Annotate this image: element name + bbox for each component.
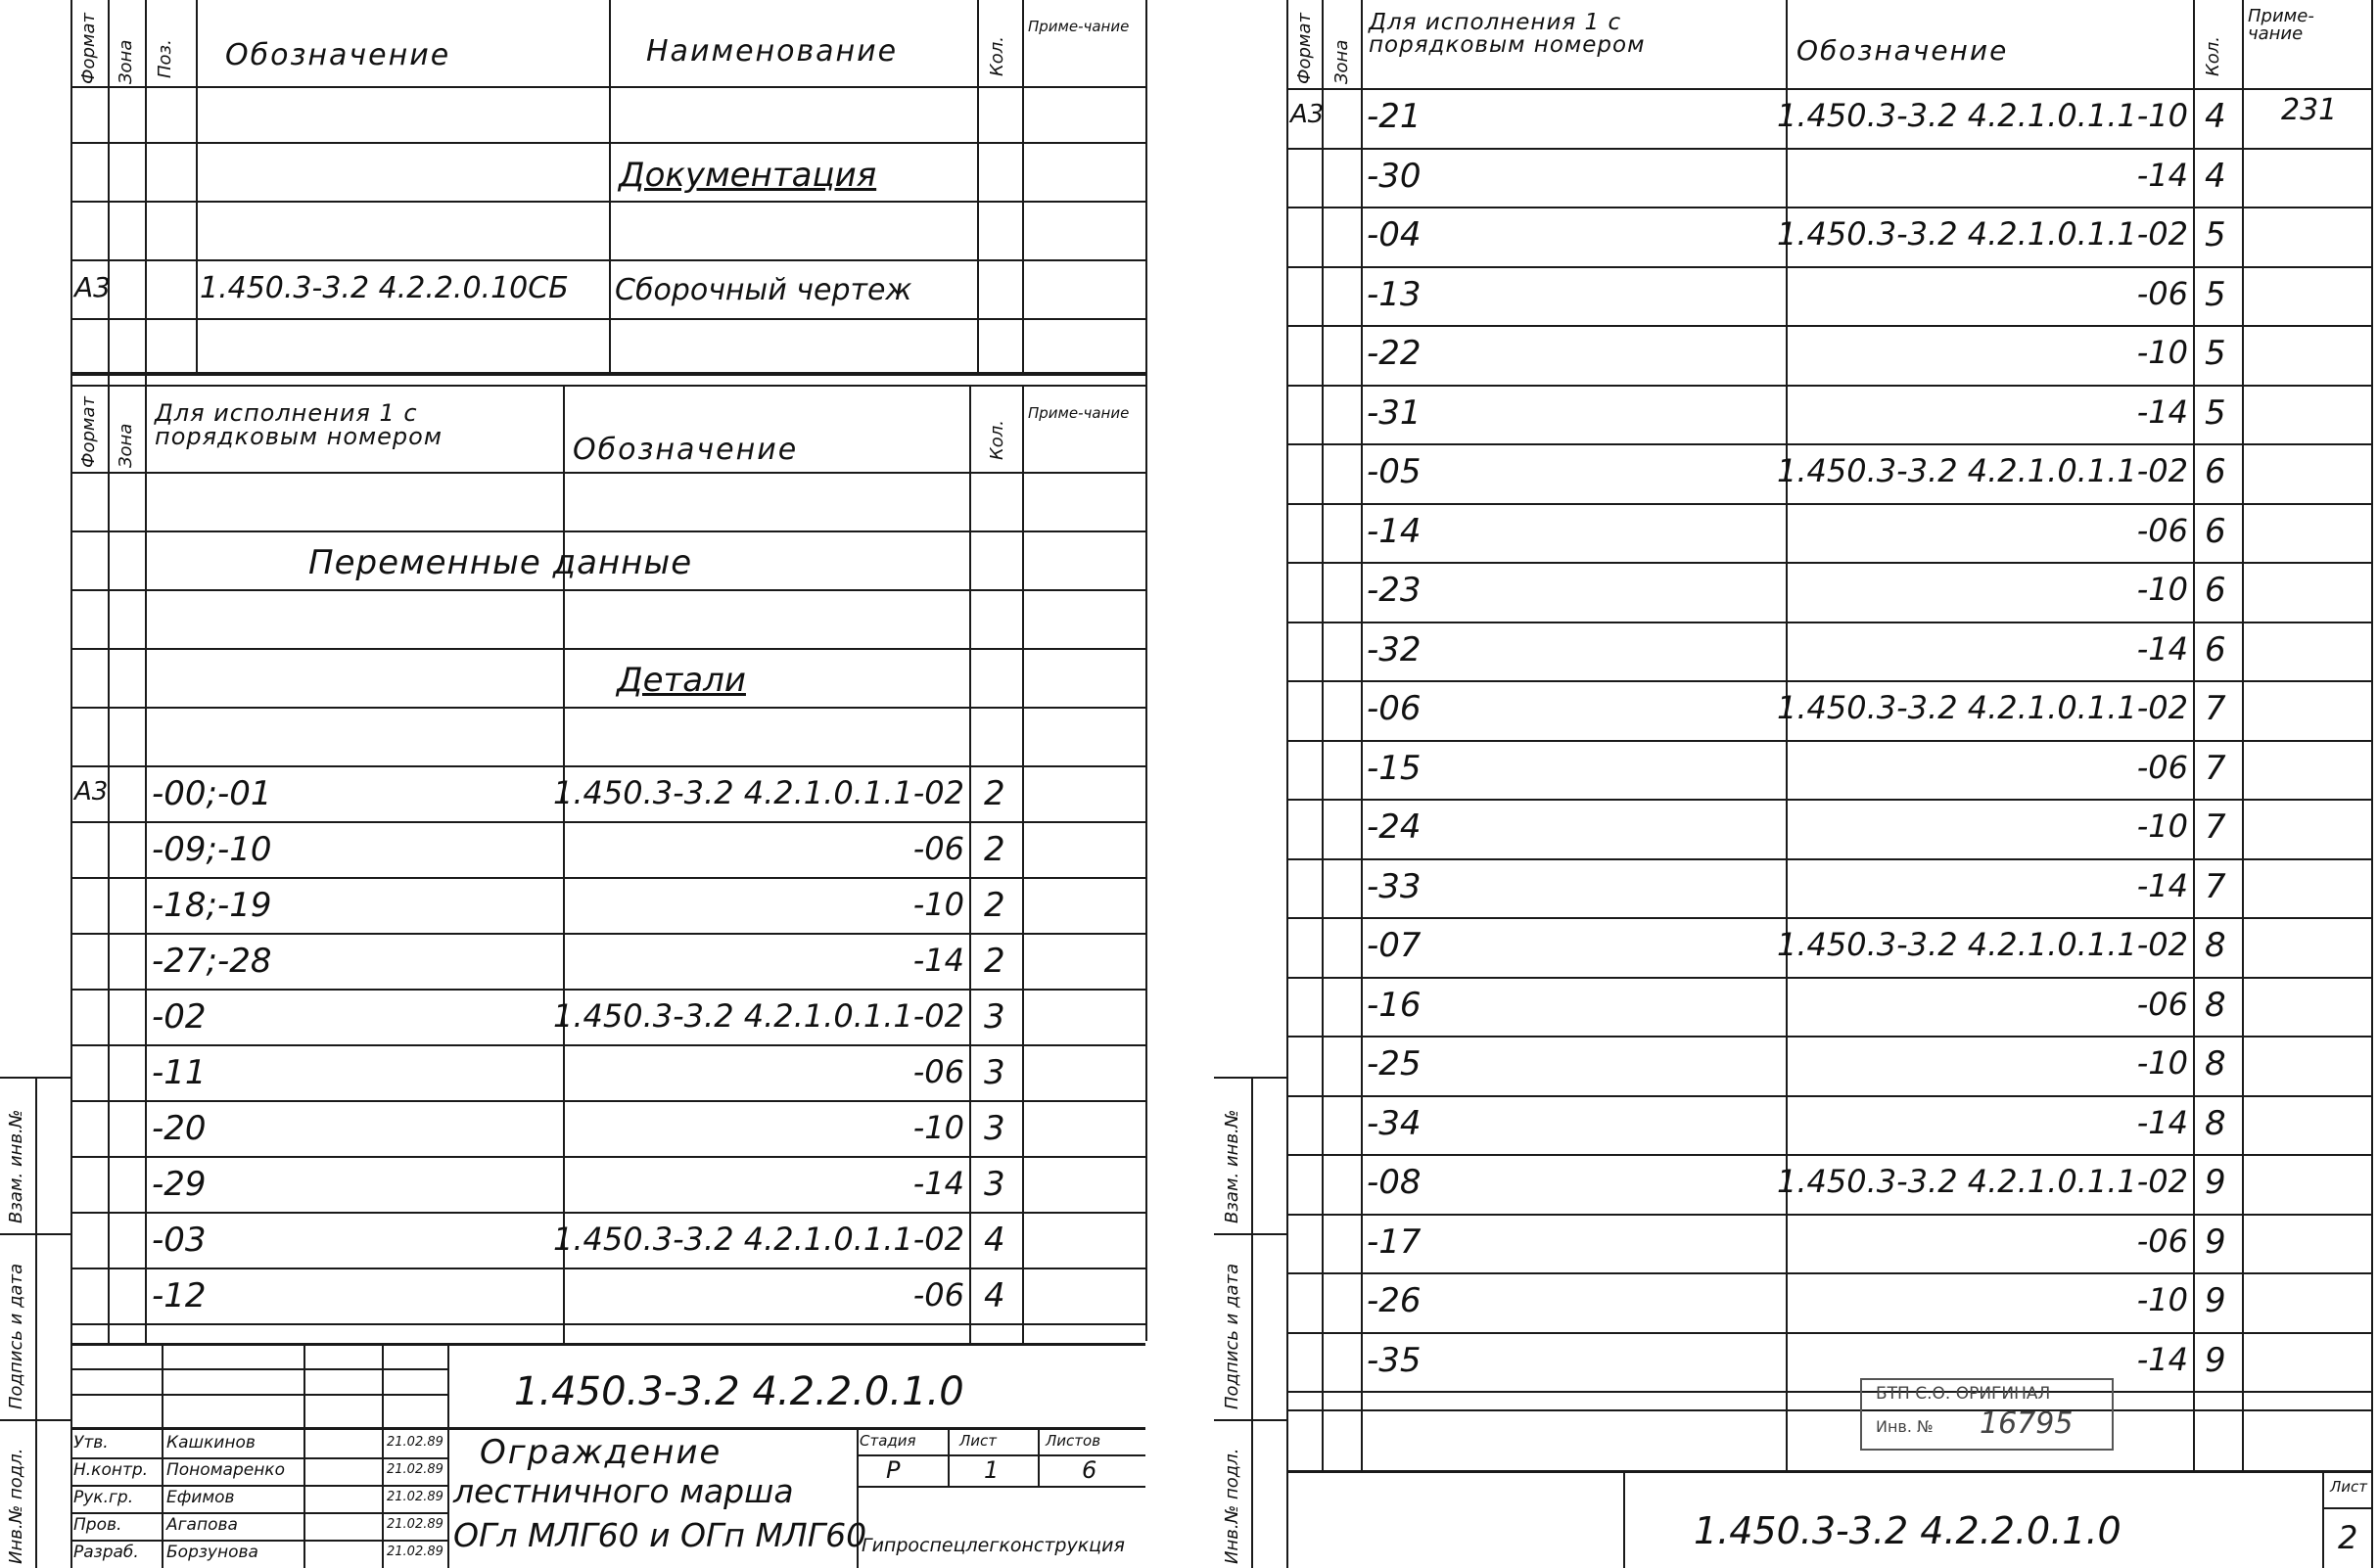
staff-line <box>70 1512 447 1514</box>
row-line <box>1286 1154 2371 1156</box>
row-line <box>70 1212 1145 1214</box>
row-variant: -26 <box>1367 1281 1422 1320</box>
row-format: А3 <box>74 777 109 807</box>
staff-role: Утв. <box>73 1433 109 1453</box>
row-variant: -04 <box>1367 215 1422 254</box>
row-variant: -12 <box>152 1276 207 1315</box>
row-designation: -14 <box>912 942 964 979</box>
row-qty: 3 <box>984 1165 1005 1204</box>
row-line <box>1286 1214 2371 1216</box>
row-qty: 4 <box>984 1276 1005 1315</box>
row-designation: -06 <box>912 1276 964 1314</box>
row-qty: 8 <box>2205 1044 2226 1084</box>
var-header-zone: Зона <box>116 423 136 468</box>
row-variant: -24 <box>1367 807 1422 847</box>
section-details: Детали <box>617 661 746 700</box>
row-line <box>1286 443 2371 445</box>
row-designation: -10 <box>912 1109 964 1146</box>
sheets-value: 6 <box>1082 1456 1097 1484</box>
r-side-label-replace: Взам. инв.№ <box>1222 1109 1242 1223</box>
r-header-designation: Обозначение <box>1796 34 2009 67</box>
staff-role: Н.контр. <box>73 1460 149 1480</box>
grid-line <box>108 0 110 387</box>
row-designation: -14 <box>2136 157 2188 194</box>
row-variant: -22 <box>1367 334 1422 373</box>
row-line <box>1286 1036 2371 1038</box>
row-line <box>1286 207 2371 208</box>
side-label-inv: Инв.№ подл. <box>6 1448 26 1564</box>
row-qty: 9 <box>2205 1163 2226 1202</box>
row-qty: 5 <box>2205 393 2226 433</box>
row-variant: -32 <box>1367 630 1422 669</box>
row-variant: -14 <box>1367 512 1422 551</box>
row-variant: -06 <box>1367 689 1422 728</box>
header-zone: Зона <box>116 39 136 84</box>
row-designation: 1.450.3-3.2 4.2.1.0.1.1-02 <box>552 997 964 1035</box>
staff-date: 21.02.89 <box>387 1435 443 1450</box>
row-qty: 4 <box>2205 157 2226 196</box>
row-designation: 1.450.3-3.2 4.2.1.0.1.1-02 <box>1776 215 2188 253</box>
row-designation: -06 <box>2136 749 2188 786</box>
var-header-variant: Для исполнения 1 с порядковым номером <box>155 399 443 450</box>
row-qty: 9 <box>2205 1281 2226 1320</box>
row-line <box>1286 1095 2371 1097</box>
row-line <box>1286 385 2371 387</box>
row-qty: 7 <box>2205 749 2226 788</box>
row-variant: -34 <box>1367 1104 1422 1143</box>
row-qty: 7 <box>2205 867 2226 906</box>
r-sheet-label: Лист <box>2330 1478 2368 1496</box>
title-line1: Ограждение <box>480 1433 723 1472</box>
staff-line <box>70 1540 447 1542</box>
row-designation: -10 <box>2136 334 2188 371</box>
var-header-format: Формат <box>78 395 99 468</box>
row-qty: 7 <box>2205 807 2226 847</box>
staff-name: Борзунова <box>166 1543 258 1562</box>
row-qty: 3 <box>984 997 1005 1037</box>
staff-role: Разраб. <box>73 1543 139 1562</box>
row-variant: -11 <box>152 1053 207 1092</box>
row-line <box>1286 503 2371 505</box>
row-line <box>70 1156 1145 1158</box>
row-line <box>70 1268 1145 1269</box>
section-documentation: Документация <box>619 156 877 195</box>
side-label-replace: Взам. инв.№ <box>6 1109 26 1223</box>
sheet-value: 1 <box>984 1456 1000 1484</box>
staff-date: 21.02.89 <box>387 1545 443 1559</box>
row-variant: -09;-10 <box>152 830 272 869</box>
border <box>70 0 72 1568</box>
row-qty: 2 <box>984 942 1005 981</box>
row-designation: 1.450.3-3.2 4.2.1.0.1.1-10 <box>1776 97 2188 134</box>
row-designation: 1.450.3-3.2 4.2.1.0.1.1-02 <box>1776 452 2188 489</box>
row-variant: -13 <box>1367 275 1422 314</box>
row-qty: 6 <box>2205 571 2226 610</box>
title-line3: ОГл МЛГ60 и ОГп МЛГ60 <box>453 1516 867 1554</box>
row-variant: -33 <box>1367 867 1422 906</box>
row-qty: 9 <box>2205 1222 2226 1262</box>
row-designation: -10 <box>2136 1044 2188 1082</box>
row-variant: -23 <box>1367 571 1422 610</box>
row-designation: 1.450.3-3.2 4.2.1.0.1.1-02 <box>1776 926 2188 963</box>
row-line <box>1286 562 2371 564</box>
title-line2: лестничного марша <box>453 1472 794 1510</box>
row-variant: -25 <box>1367 1044 1422 1084</box>
row-designation: -14 <box>2136 867 2188 904</box>
row-line <box>1286 325 2371 327</box>
staff-date: 21.02.89 <box>387 1462 443 1477</box>
row-line <box>1286 148 2371 150</box>
row-qty: 5 <box>2205 334 2226 373</box>
row-line <box>1286 680 2371 682</box>
row-designation: -10 <box>2136 807 2188 845</box>
var-header-designation: Обозначение <box>573 433 799 467</box>
staff-line <box>70 1457 447 1459</box>
sheets-label: Листов <box>1046 1432 1101 1450</box>
r-sheet-value: 2 <box>2338 1519 2358 1556</box>
row-line <box>1286 740 2371 742</box>
side-label-sign: Подпись и дата <box>6 1263 26 1409</box>
row-line <box>1286 1272 2371 1274</box>
r-doc-number: 1.450.3-3.2 4.2.2.0.1.0 <box>1694 1509 2122 1552</box>
sheet-label: Лист <box>959 1432 998 1450</box>
row-variant: -21 <box>1367 97 1422 136</box>
row-qty: 8 <box>2205 926 2226 965</box>
row-qty: 2 <box>984 886 1005 925</box>
row-line <box>1286 1391 2371 1393</box>
staff-date: 21.02.89 <box>387 1490 443 1504</box>
row-line <box>70 1100 1145 1102</box>
row-line <box>1286 622 2371 623</box>
staff-date: 21.02.89 <box>387 1517 443 1532</box>
row-designation: 1.450.3-3.2 4.2.1.0.1.1-02 <box>1776 689 2188 726</box>
var-header-note: Приме-чание <box>1028 404 1130 422</box>
staff-name: Кашкинов <box>166 1433 256 1453</box>
row-qty: 4 <box>984 1221 1005 1260</box>
row-variant: -35 <box>1367 1341 1422 1380</box>
row-designation: 1.450.3-3.2 4.2.1.0.1.1-02 <box>552 1221 964 1258</box>
border <box>1145 0 1147 1341</box>
row-variant: -03 <box>152 1221 207 1260</box>
row-variant: -08 <box>1367 1163 1422 1202</box>
staff-role: Рук.гр. <box>73 1488 134 1507</box>
row-designation: 1.450.3-3.2 4.2.1.0.1.1-02 <box>552 774 964 811</box>
row-designation: -14 <box>2136 1104 2188 1141</box>
r-header-variant: Для исполнения 1 с порядковым номером <box>1369 10 1646 58</box>
staff-line <box>70 1485 447 1487</box>
row-designation: -06 <box>2136 986 2188 1023</box>
stage-value: Р <box>886 1456 901 1484</box>
row-designation: -06 <box>912 1053 964 1090</box>
row-line <box>70 1044 1145 1046</box>
stamp-line1: БТП С.О. ОРИГИНАЛ <box>1876 1384 2051 1404</box>
row-line <box>70 989 1145 991</box>
row-format: А3 <box>1290 100 1325 129</box>
stage-label: Стадия <box>860 1432 916 1450</box>
grid-line <box>1022 0 1024 372</box>
row-variant: -07 <box>1367 926 1422 965</box>
row-qty: 6 <box>2205 630 2226 669</box>
row-qty: 5 <box>2205 275 2226 314</box>
row-variant: -00;-01 <box>152 774 272 813</box>
sheet-right <box>1214 0 2378 1568</box>
row-line <box>1286 266 2371 268</box>
row-line <box>1286 799 2371 801</box>
row-line <box>70 933 1145 935</box>
row-designation: -14 <box>2136 1341 2188 1378</box>
header-designation: Обозначение <box>225 38 451 72</box>
archive-stamp <box>1860 1378 2114 1451</box>
row-line <box>70 1323 1145 1325</box>
row-variant: -18;-19 <box>152 886 272 925</box>
r-header-format: Формат <box>1294 12 1315 84</box>
row-qty: 2 <box>984 830 1005 869</box>
row-variant: -30 <box>1367 157 1422 196</box>
row-qty: 8 <box>2205 986 2226 1025</box>
row-variant: -16 <box>1367 986 1422 1025</box>
row-designation: -14 <box>912 1165 964 1202</box>
row-variant: -02 <box>152 997 207 1037</box>
header-format: Формат <box>78 12 99 84</box>
row-designation: 1.450.3-3.2 4.2.2.0.10СБ <box>200 271 569 305</box>
staff-name: Агапова <box>166 1515 238 1535</box>
row-designation: -10 <box>2136 1281 2188 1318</box>
r-side-label-sign: Подпись и дата <box>1222 1263 1242 1409</box>
stamp-inv-label: Инв. № <box>1876 1417 1934 1436</box>
row-qty: 5 <box>2205 215 2226 254</box>
row-designation: 1.450.3-3.2 4.2.1.0.1.1-02 <box>1776 1163 2188 1200</box>
row-qty: 6 <box>2205 512 2226 551</box>
row-variant: -05 <box>1367 452 1422 491</box>
r-side-label-inv: Инв.№ подл. <box>1222 1448 1242 1564</box>
header-pos: Поз. <box>155 39 175 78</box>
grid-line <box>977 0 979 372</box>
grid-line <box>196 0 198 372</box>
row-qty: 3 <box>984 1109 1005 1148</box>
grid-line <box>609 0 611 372</box>
row-designation: -06 <box>912 830 964 867</box>
row-designation: -06 <box>2136 275 2188 312</box>
row-designation: -14 <box>2136 393 2188 431</box>
sheet-left <box>0 0 1155 1568</box>
row-variant: -31 <box>1367 393 1422 433</box>
row-line <box>1286 858 2371 860</box>
section-variable-data: Переменные данные <box>308 543 693 582</box>
row-qty: 4 <box>2205 97 2226 136</box>
r-header-zone: Зона <box>1331 39 1352 84</box>
row-format: А3 <box>74 271 111 303</box>
row-qty: 9 <box>2205 1341 2226 1380</box>
row-line <box>1286 977 2371 979</box>
header-name: Наименование <box>646 34 899 69</box>
staff-role: Пров. <box>73 1515 122 1535</box>
row-qty: 7 <box>2205 689 2226 728</box>
row-designation: -10 <box>912 886 964 923</box>
row-designation: -06 <box>2136 1222 2188 1260</box>
header-qty: Кол. <box>987 35 1007 76</box>
row-qty: 6 <box>2205 452 2226 491</box>
var-header-qty: Кол. <box>987 419 1007 460</box>
staff-name: Пономаренко <box>166 1460 285 1480</box>
r-header-qty: Кол. <box>2203 35 2223 76</box>
row-qty: 2 <box>984 774 1005 813</box>
org-name: Гипроспецлегконструкция <box>862 1535 1125 1556</box>
row-qty: 8 <box>2205 1104 2226 1143</box>
r-header-note: Приме-чание <box>2248 6 2314 44</box>
row-variant: -20 <box>152 1109 207 1148</box>
row-variant: -27;-28 <box>152 942 272 981</box>
row-designation: -14 <box>2136 630 2188 668</box>
row-line <box>70 877 1145 879</box>
grid-line <box>145 0 147 387</box>
row-line <box>1286 1332 2371 1334</box>
stamp-inv-value: 16795 <box>1980 1407 2074 1441</box>
row-note: 231 <box>2281 93 2338 127</box>
staff-name: Ефимов <box>166 1488 235 1507</box>
row-variant: -15 <box>1367 749 1422 788</box>
doc-number: 1.450.3-3.2 4.2.2.0.1.0 <box>514 1369 964 1414</box>
row-variant: -17 <box>1367 1222 1422 1262</box>
header-note: Приме-чание <box>1028 18 1130 35</box>
row-line <box>1286 917 2371 919</box>
row-variant: -29 <box>152 1165 207 1204</box>
row-qty: 3 <box>984 1053 1005 1092</box>
row-line <box>70 821 1145 823</box>
row-designation: -10 <box>2136 571 2188 608</box>
row-designation: -06 <box>2136 512 2188 549</box>
row-name: Сборочный чертеж <box>615 273 912 307</box>
